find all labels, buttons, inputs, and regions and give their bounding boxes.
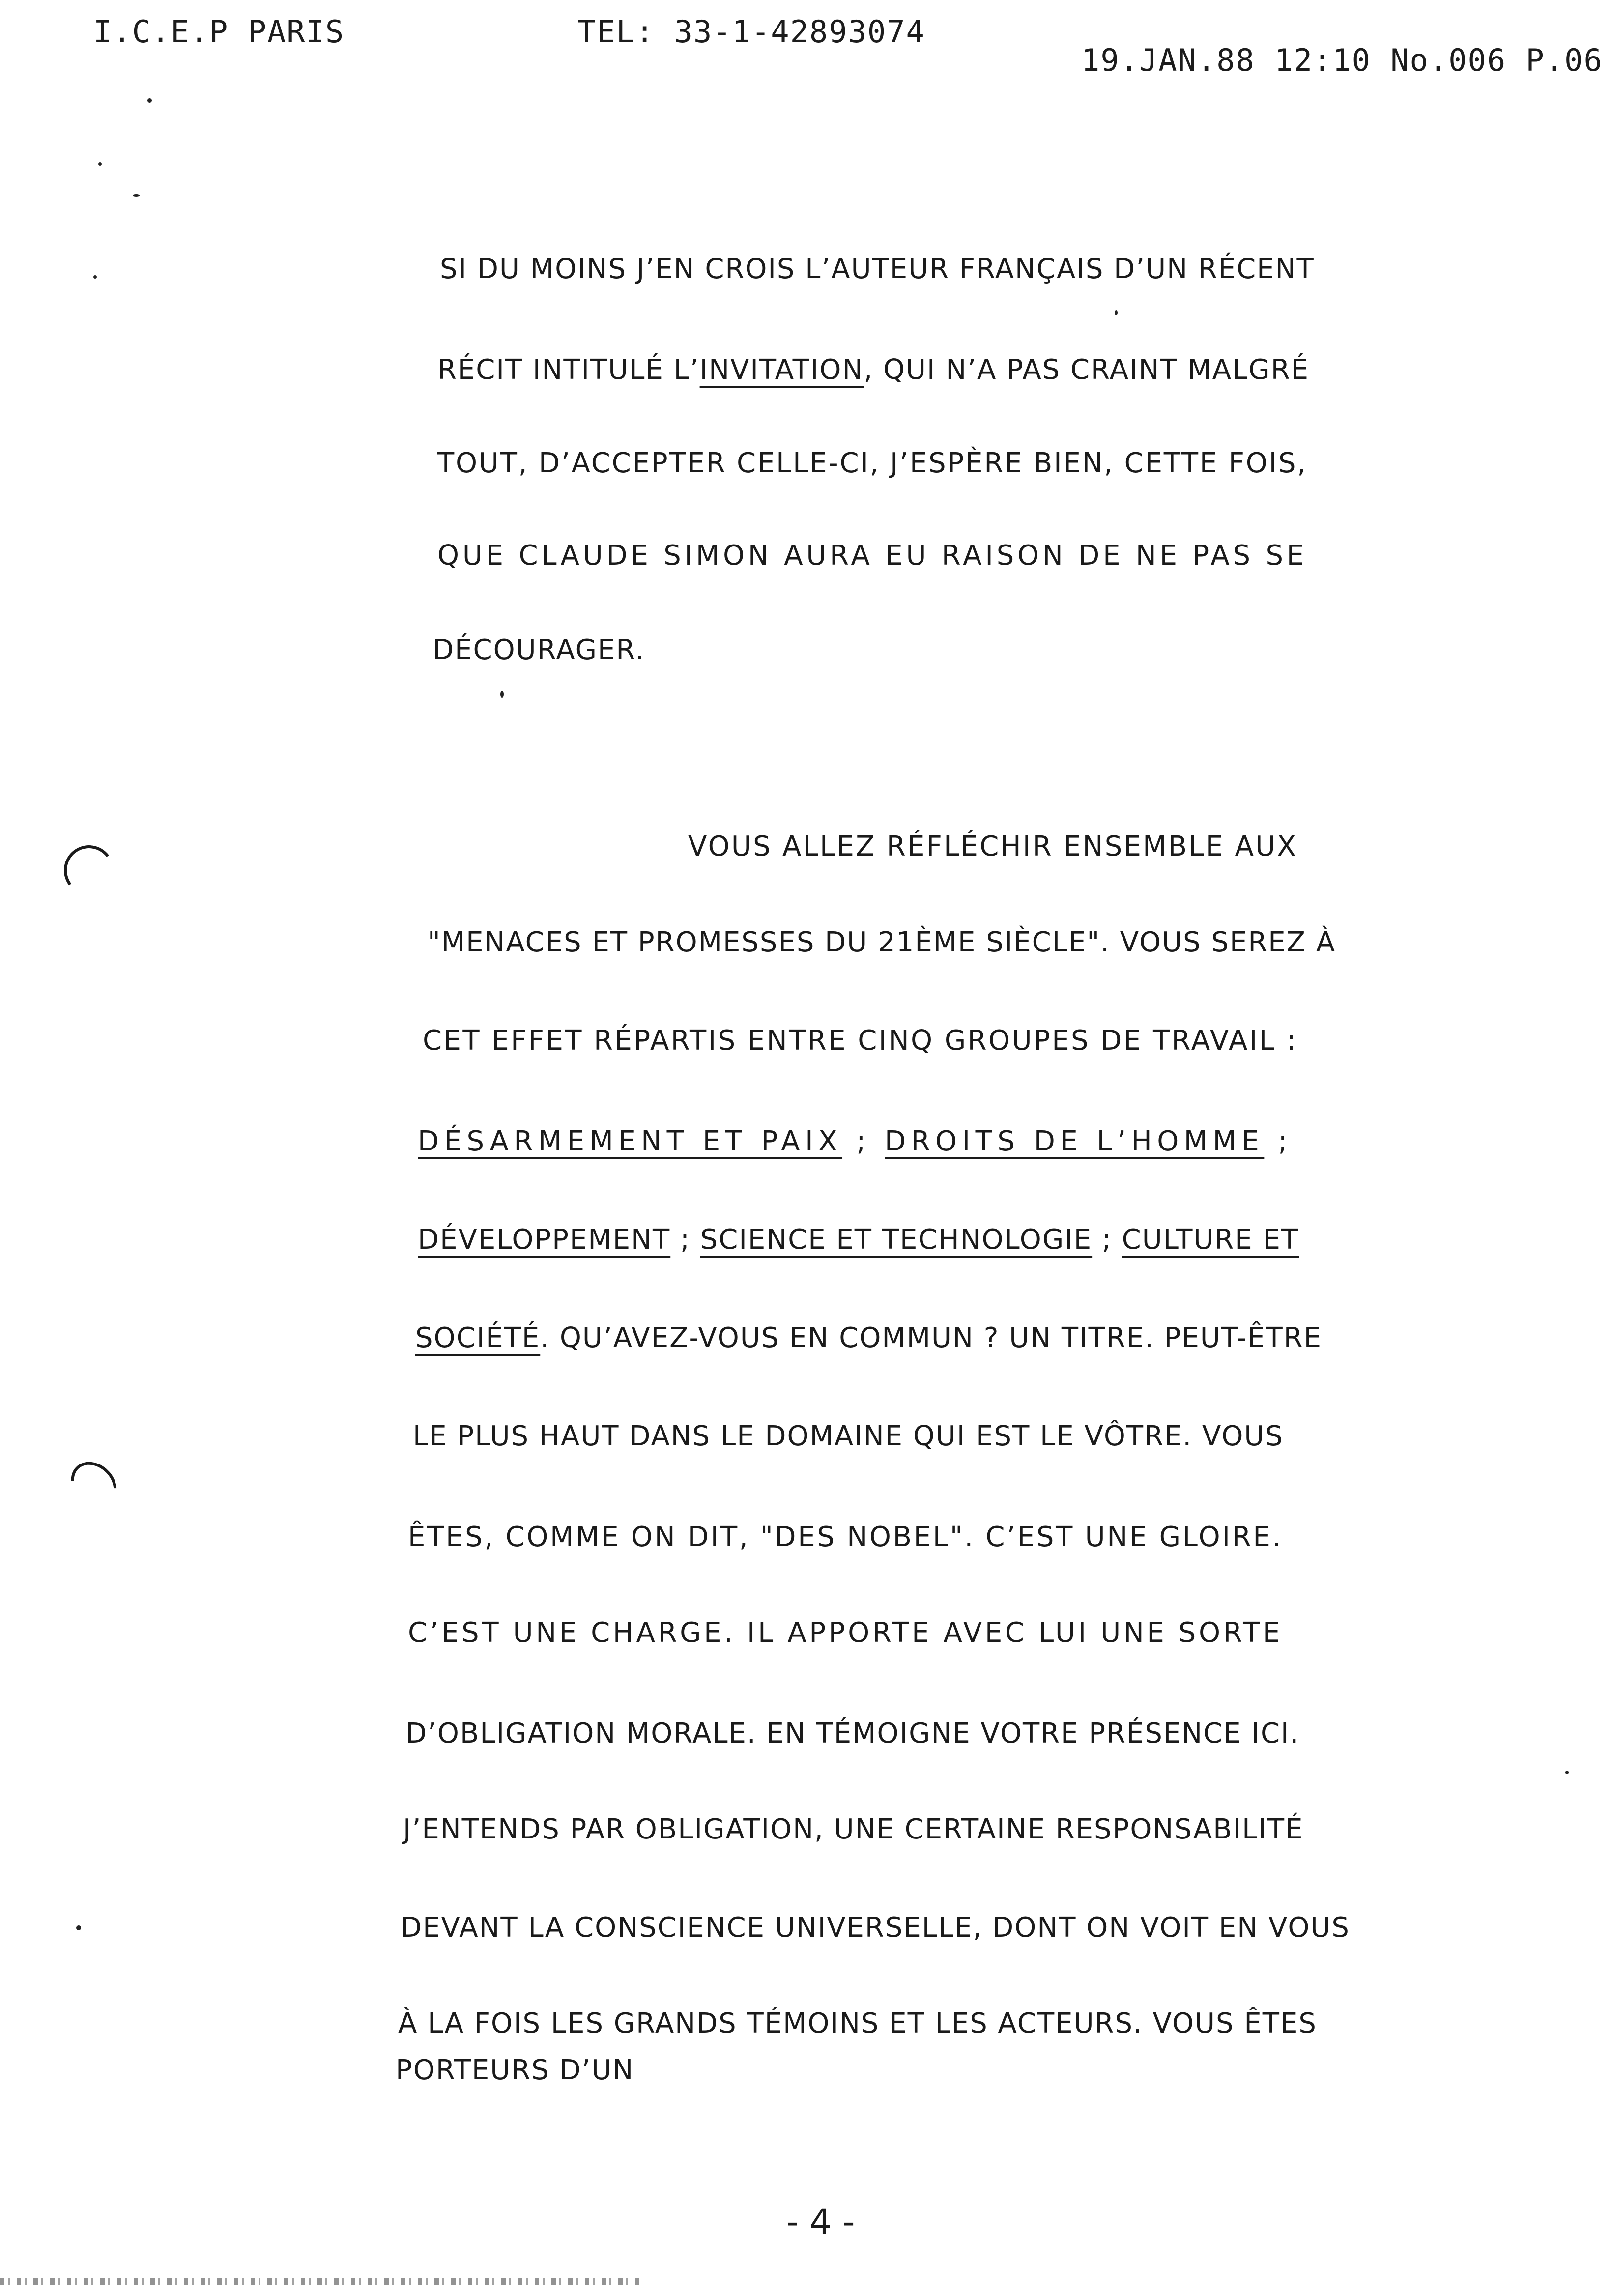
text-line bbox=[401, 1912, 1350, 1944]
underlined-phrase: SOCIÉTÉ bbox=[415, 1322, 541, 1354]
text-run: SI DU MOINS J’EN CROIS L’AUTEUR FRANÇAIS D’UN RÉCENT bbox=[440, 253, 1315, 285]
page-number: - 4 - bbox=[786, 2202, 855, 2242]
scan-arc-mark bbox=[60, 842, 117, 898]
text-run: VOUS ALLEZ RÉFLÉCHIR ENSEMBLE AUX bbox=[688, 831, 1297, 862]
text-line bbox=[418, 1224, 1299, 1256]
text-run: À LA FOIS LES GRANDS TÉMOINS ET LES ACTEURS. VOUS ÊTES bbox=[398, 2008, 1317, 2039]
text-run: ; bbox=[670, 1224, 700, 1256]
text-run: D’OBLIGATION MORALE. EN TÉMOIGNE VOTRE PRÉSENCE ICI. bbox=[405, 1718, 1300, 1750]
fax-sender: I.C.E.P PARIS bbox=[93, 14, 345, 50]
scan-speck bbox=[147, 98, 152, 103]
text-line bbox=[428, 926, 1336, 958]
text-line bbox=[405, 1718, 1299, 1750]
text-run: LE PLUS HAUT DANS LE DOMAINE QUI EST LE VÔTRE. VOUS bbox=[413, 1420, 1284, 1452]
fax-phone: TEL: 33-1-42893074 bbox=[577, 14, 925, 50]
text-line bbox=[418, 1125, 1293, 1157]
underlined-phrase: SCIENCE ET TECHNOLOGIE bbox=[700, 1224, 1093, 1256]
scan-speck bbox=[1565, 1771, 1569, 1774]
text-run: ; bbox=[842, 1125, 885, 1157]
text-run: ; bbox=[1092, 1224, 1122, 1256]
underlined-phrase: CULTURE ET bbox=[1122, 1224, 1299, 1256]
text-run: "MENACES ET PROMESSES DU 21ÈME SIÈCLE". VOUS SEREZ À bbox=[428, 926, 1336, 958]
text-line bbox=[437, 447, 1307, 479]
text-run: C’EST UNE CHARGE. IL APPORTE AVEC LUI UNE SORTE bbox=[408, 1617, 1283, 1649]
text-run: RÉCIT INTITULÉ L’ bbox=[437, 354, 700, 386]
scan-speck bbox=[500, 691, 504, 698]
scan-noise-strip bbox=[0, 2278, 639, 2285]
underlined-phrase: DROITS DE L’HOMME bbox=[885, 1125, 1265, 1157]
text-line bbox=[398, 2008, 1317, 2039]
text-run: TOUT, D’ACCEPTER CELLE-CI, J’ESPÈRE BIEN, CETTE FOIS, bbox=[437, 447, 1307, 479]
text-run: , QUI N’A PAS CRAINT MALGRÉ bbox=[864, 354, 1309, 386]
text-line bbox=[396, 2054, 634, 2086]
scan-speck bbox=[133, 194, 140, 197]
text-run: PORTEURS D’UN bbox=[396, 2054, 634, 2086]
scan-speck bbox=[76, 1925, 81, 1930]
text-run: ; bbox=[1264, 1125, 1293, 1157]
text-run: DEVANT LA CONSCIENCE UNIVERSELLE, DONT ON VOIT EN VOUS bbox=[401, 1912, 1350, 1944]
text-line bbox=[437, 354, 1309, 386]
scan-speck bbox=[98, 162, 102, 166]
text-line bbox=[408, 1521, 1283, 1553]
scan-speck bbox=[93, 275, 97, 279]
scan-speck bbox=[1115, 310, 1118, 315]
text-line bbox=[408, 1617, 1283, 1649]
text-line bbox=[432, 634, 645, 666]
text-line bbox=[688, 831, 1297, 862]
text-run: QUE CLAUDE SIMON AURA EU RAISON DE NE PAS SE bbox=[437, 540, 1307, 572]
text-line bbox=[440, 253, 1315, 285]
underlined-phrase: INVITATION bbox=[699, 354, 864, 386]
underlined-phrase: DÉSARMEMENT ET PAIX bbox=[418, 1125, 843, 1157]
text-run: J’ENTENDS PAR OBLIGATION, UNE CERTAINE RESPONSABILITÉ bbox=[403, 1813, 1304, 1845]
text-run: DÉCOURAGER. bbox=[432, 634, 645, 666]
text-line bbox=[437, 540, 1307, 572]
fax-timestamp: 19.JAN.88 12:10 No.006 P.06 bbox=[1081, 42, 1603, 78]
text-line bbox=[413, 1420, 1284, 1452]
text-run: CET EFFET RÉPARTIS ENTRE CINQ GROUPES DE TRAVAIL : bbox=[423, 1025, 1297, 1057]
text-run: . QU’AVEZ-VOUS EN COMMUN ? UN TITRE. PEUT-ÊTRE bbox=[540, 1322, 1323, 1354]
scan-arc-mark bbox=[62, 1453, 126, 1517]
text-line bbox=[415, 1322, 1322, 1354]
underlined-phrase: DÉVELOPPEMENT bbox=[418, 1224, 671, 1256]
text-run: ÊTES, COMME ON DIT, "DES NOBEL". C’EST UNE GLOIRE. bbox=[408, 1521, 1283, 1553]
text-line bbox=[423, 1025, 1297, 1057]
text-line bbox=[403, 1813, 1303, 1845]
